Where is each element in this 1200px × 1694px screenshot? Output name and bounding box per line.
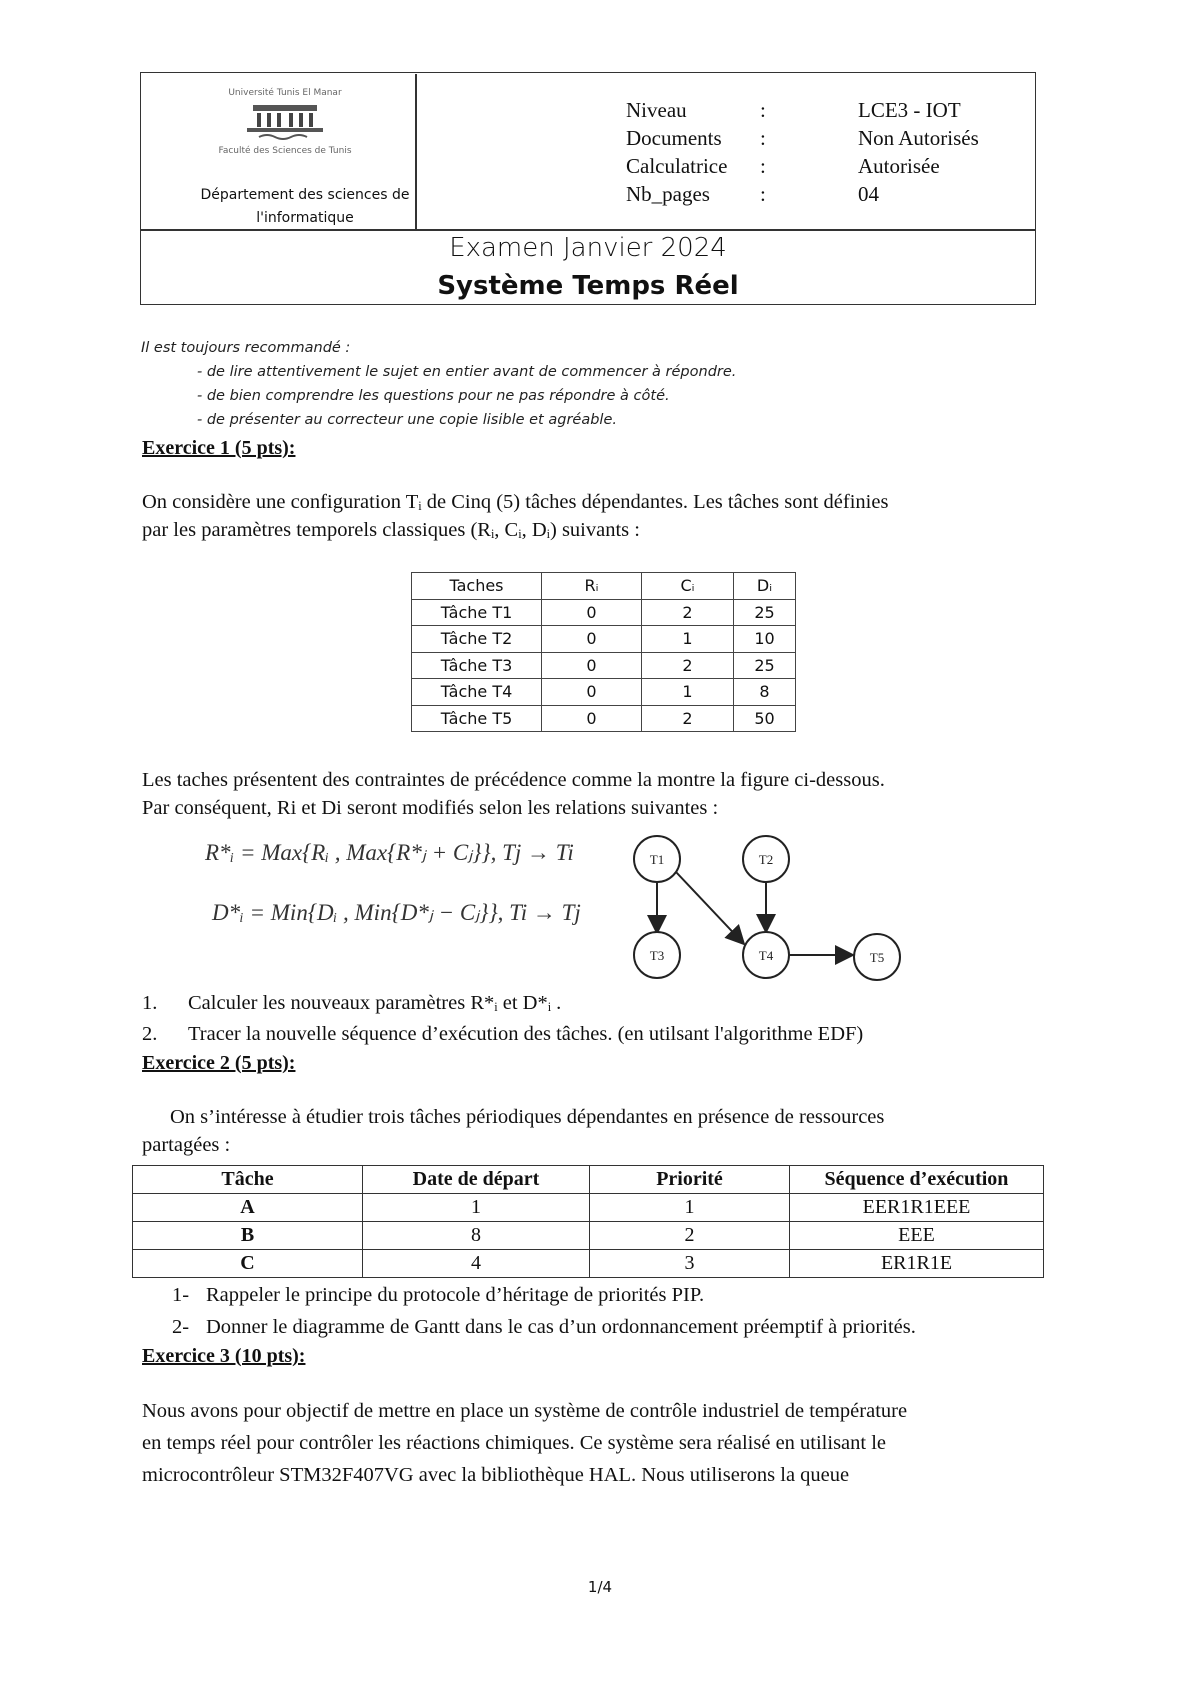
table-cell: 2 xyxy=(642,652,734,679)
logo-faculty-text: Faculté des Sciences de Tunis xyxy=(218,146,352,156)
info-key-niveau: Niveau xyxy=(626,98,687,122)
exam-title: Examen Janvier 2024 xyxy=(449,233,727,263)
table-cell: ER1R1E xyxy=(790,1250,1044,1278)
exercise-2-intro-line-1: On s’intéresse à étudier trois tâches périodiques dépendantes en présence de ressources xyxy=(170,1106,885,1128)
info-value-documents: Non Autorisés xyxy=(858,126,979,150)
info-key-nb-pages: Nb_pages xyxy=(626,182,710,206)
table-header-row xyxy=(133,1166,1044,1194)
table-row xyxy=(133,1250,1044,1278)
table-cell: 2 xyxy=(642,705,734,732)
table-cell: 0 xyxy=(542,626,642,653)
info-colon: : xyxy=(760,154,766,178)
exercise-1-question-2: Tracer la nouvelle séquence d’exécution des tâches. (en utilsant l'algorithme EDF) xyxy=(188,1023,864,1045)
table-cell: 4 xyxy=(363,1250,590,1278)
table-cell: 2 xyxy=(642,599,734,626)
exercise-2-question-2: Donner le diagramme de Gantt dans le cas d’un ordonnancement préemptif à priorités. xyxy=(206,1316,916,1338)
table-cell: 8 xyxy=(363,1222,590,1250)
recommendations-intro: Il est toujours recommandé : xyxy=(141,340,351,356)
precedence-graph xyxy=(620,828,930,988)
table-cell: 25 xyxy=(734,652,796,679)
university-logo xyxy=(200,88,370,157)
node-label: T5 xyxy=(869,950,885,965)
exercise-3-line-2: en temps réel pour contrôler les réactions chimiques. Ce système sera réalisé en utilisant le xyxy=(142,1432,887,1454)
info-colon: : xyxy=(760,126,766,150)
table-cell: 1 xyxy=(642,626,734,653)
task-parameters-table xyxy=(411,572,796,732)
exercise-3-title: Exercice 3 (10 pts): xyxy=(142,1345,306,1367)
exercise-2-title: Exercice 2 (5 pts): xyxy=(142,1052,296,1074)
recommendation-item: - de bien comprendre les questions pour ne pas répondre à côté. xyxy=(197,388,670,404)
info-colon: : xyxy=(760,182,766,206)
question-number: 2- xyxy=(172,1316,190,1338)
recommendation-item: - de présenter au correcteur une copie lisible et agréable. xyxy=(197,412,617,428)
table-header-cell: Dᵢ xyxy=(734,573,796,600)
info-colon: : xyxy=(760,98,766,122)
table-cell: Tâche T1 xyxy=(412,599,542,626)
exercise-2-intro-line-2: partagées : xyxy=(142,1134,231,1156)
table-cell: Tâche T3 xyxy=(412,652,542,679)
exercise-2-question-1: Rappeler le principe du protocole d’héritage de priorités PIP. xyxy=(206,1284,705,1306)
table-cell: 0 xyxy=(542,652,642,679)
building-logo-icon xyxy=(239,101,331,141)
table-header-cell: Date de départ xyxy=(363,1166,590,1194)
table-cell: B xyxy=(133,1222,363,1250)
table-cell: EEE xyxy=(790,1222,1044,1250)
shared-resources-table xyxy=(132,1165,1044,1278)
department-line-1: Département des sciences de xyxy=(200,187,410,203)
table-cell: 1 xyxy=(642,679,734,706)
table-cell: Tâche T5 xyxy=(412,705,542,732)
table-cell: 2 xyxy=(590,1222,790,1250)
table-cell: Tâche T4 xyxy=(412,679,542,706)
table-header-cell: Taches xyxy=(412,573,542,600)
exercise-1-title: Exercice 1 (5 pts): xyxy=(142,437,296,459)
table-header-cell: Priorité xyxy=(590,1166,790,1194)
department-line-2: l'informatique xyxy=(256,210,354,226)
table-cell: Tâche T2 xyxy=(412,626,542,653)
recommendation-item: - de lire attentivement le sujet en entier avant de commencer à répondre. xyxy=(197,364,737,380)
table-row xyxy=(412,705,796,732)
page-number: 1/4 xyxy=(587,1578,613,1596)
table-cell: 10 xyxy=(734,626,796,653)
table-row xyxy=(412,599,796,626)
exercise-1-question-1: Calculer les nouveaux paramètres R*ᵢ et D*ᵢ . xyxy=(188,992,562,1014)
info-value-calculatrice: Autorisée xyxy=(858,154,940,178)
precedence-text-line-2: Par conséquent, Ri et Di seront modifiés selon les relations suivantes : xyxy=(142,797,719,819)
exercise-1-intro-line-1: On considère une configuration Tᵢ de Cinq (5) tâches dépendantes. Les tâches sont définies xyxy=(142,491,889,513)
formula-d-star: D*ᵢ = Min{Dᵢ , Min{D*ⱼ − Cⱼ}}, Ti → Tj xyxy=(212,900,581,925)
table-cell: 0 xyxy=(542,599,642,626)
table-cell: EER1R1EEE xyxy=(790,1194,1044,1222)
info-key-calculatrice: Calculatrice xyxy=(626,154,728,178)
table-cell: 50 xyxy=(734,705,796,732)
info-key-documents: Documents xyxy=(626,126,722,150)
table-cell: C xyxy=(133,1250,363,1278)
exercise-3-line-3: microcontrôleur STM32F407VG avec la bibliothèque HAL. Nous utiliserons la queue xyxy=(142,1464,850,1486)
table-row xyxy=(133,1194,1044,1222)
logo-university-text: Université Tunis El Manar xyxy=(228,88,342,98)
question-number: 1- xyxy=(172,1284,190,1306)
question-number: 1. xyxy=(142,992,158,1014)
table-cell: 1 xyxy=(363,1194,590,1222)
table-cell: A xyxy=(133,1194,363,1222)
exercise-1-intro-line-2: par les paramètres temporels classiques (Rᵢ, Cᵢ, Dᵢ) suivants : xyxy=(142,519,640,541)
table-row xyxy=(412,652,796,679)
table-row xyxy=(412,679,796,706)
node-label: T4 xyxy=(758,948,774,963)
exercise-3-line-1: Nous avons pour objectif de mettre en place un système de contrôle industriel de température xyxy=(142,1400,908,1422)
table-header-cell: Tâche xyxy=(133,1166,363,1194)
table-row xyxy=(133,1222,1044,1250)
table-cell: 25 xyxy=(734,599,796,626)
table-header-cell: Cᵢ xyxy=(642,573,734,600)
edge-t1-t4 xyxy=(676,872,744,944)
table-header-row xyxy=(412,573,796,600)
exam-subject: Système Temps Réel xyxy=(437,271,739,301)
info-value-niveau: LCE3 - IOT xyxy=(858,98,961,122)
formula-r-star: R*ᵢ = Max{Rᵢ , Max{R*ⱼ + Cⱼ}}, Tj → Ti xyxy=(205,840,574,865)
table-cell: 0 xyxy=(542,679,642,706)
table-cell: 1 xyxy=(590,1194,790,1222)
department-name xyxy=(170,184,440,230)
node-label: T2 xyxy=(758,852,774,867)
node-label: T1 xyxy=(649,852,665,867)
node-label: T3 xyxy=(649,948,665,963)
table-header-cell: Séquence d’exécution xyxy=(790,1166,1044,1194)
precedence-text-line-1: Les taches présentent des contraintes de précédence comme la montre la figure ci-dessous. xyxy=(142,769,885,791)
table-row xyxy=(412,626,796,653)
table-cell: 3 xyxy=(590,1250,790,1278)
table-cell: 0 xyxy=(542,705,642,732)
question-number: 2. xyxy=(142,1023,158,1045)
info-value-nb-pages: 04 xyxy=(858,182,879,206)
table-header-cell: Rᵢ xyxy=(542,573,642,600)
table-cell: 8 xyxy=(734,679,796,706)
